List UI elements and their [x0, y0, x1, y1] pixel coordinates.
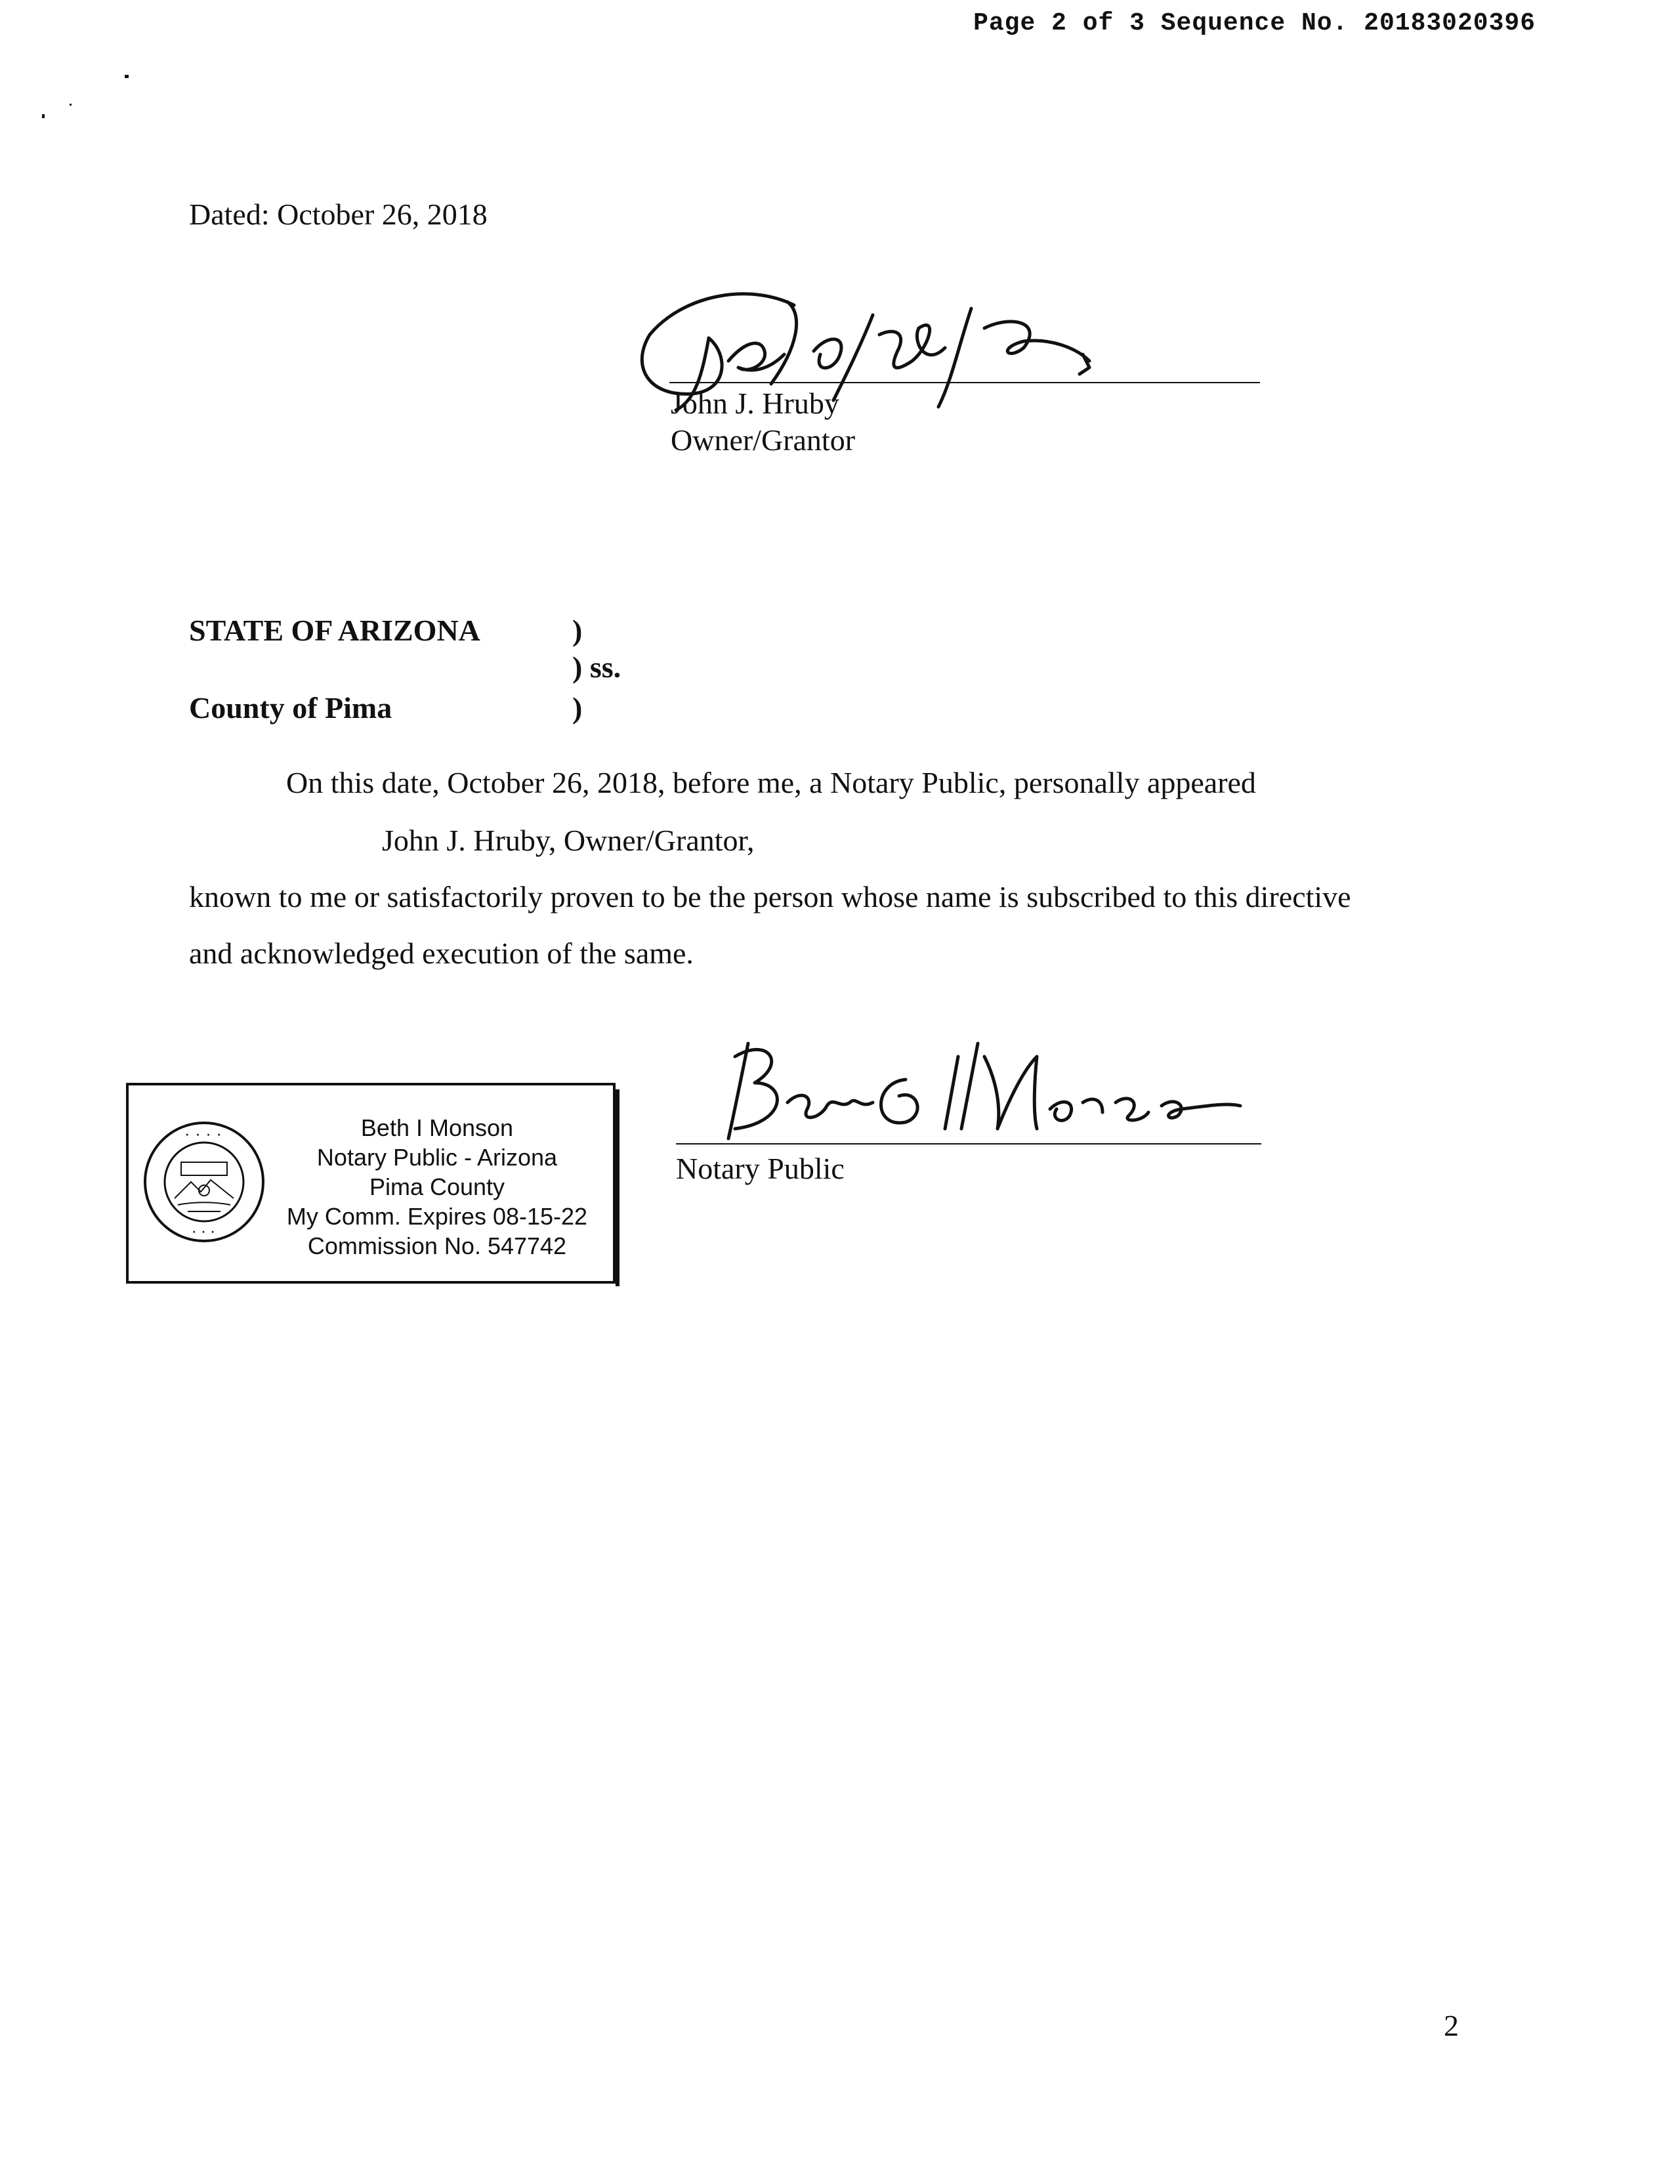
- scan-speck: [125, 75, 129, 78]
- grantor-signature-mark: [630, 276, 1129, 446]
- venue-paren-top: ): [572, 614, 583, 647]
- venue-county: County of Pima: [189, 691, 392, 724]
- grantor-title: Owner/Grantor: [671, 423, 856, 457]
- page-number: 2: [1444, 2009, 1459, 2042]
- notary-stamp-county: Pima County: [369, 1173, 505, 1200]
- svg-text:· · ·: · · ·: [192, 1227, 216, 1238]
- notary-stamp-title: Notary Public - Arizona: [316, 1144, 558, 1171]
- header-sequence-line: Page 2 of 3 Sequence No. 20183020396: [973, 9, 1536, 37]
- scan-speck: [70, 104, 72, 106]
- notary-stamp-name: Beth I Monson: [360, 1114, 514, 1141]
- acknowledgment-line-2: John J. Hruby, Owner/Grantor,: [382, 824, 755, 857]
- grantor-name: John J. Hruby: [671, 387, 839, 420]
- grantor-signature-line: [669, 382, 1260, 383]
- notary-signature-line: [676, 1143, 1261, 1144]
- venue-state: STATE OF ARIZONA: [189, 614, 480, 647]
- scan-speck: [42, 114, 45, 118]
- notary-stamp-commission: Commission No. 547742: [307, 1232, 567, 1259]
- arizona-state-seal-icon: [142, 1120, 266, 1244]
- acknowledgment-line-4: and acknowledged execution of the same.: [189, 936, 694, 970]
- venue-paren-bottom: ): [572, 691, 583, 724]
- dated-line: Dated: October 26, 2018: [189, 198, 488, 231]
- acknowledgment-line-3: known to me or satisfactorily proven to be the person whose name is subscribed to this directive: [189, 880, 1351, 914]
- notary-signature-label: Notary Public: [676, 1152, 845, 1185]
- notary-signature-mark: [709, 1030, 1247, 1142]
- venue-paren-ss: ) ss.: [572, 650, 621, 684]
- notary-stamp: [126, 1083, 616, 1284]
- notary-stamp-expires: My Comm. Expires 08-15-22: [286, 1203, 588, 1230]
- acknowledgment-line-1: On this date, October 26, 2018, before me, a Notary Public, personally appeared: [286, 766, 1256, 799]
- svg-text:· · · ·: · · · ·: [185, 1130, 223, 1141]
